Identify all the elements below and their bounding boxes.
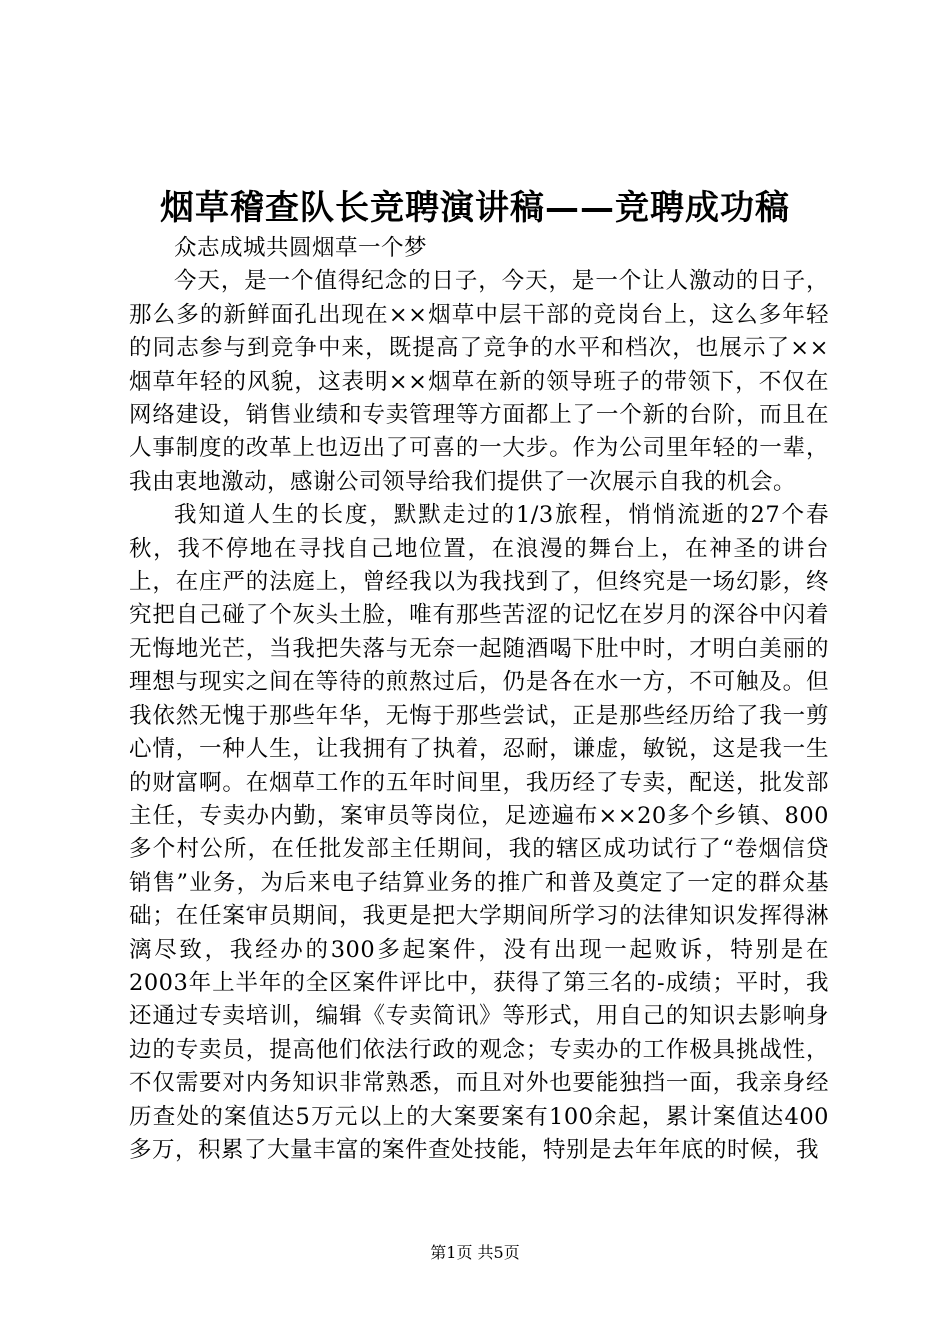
paragraph: 今天，是一个值得纪念的日子，今天，是一个让人激动的日子，那么多的新鲜面孔出现在××烟草中层干部的竞岗台上，这么多年轻的同志参与到竞争中来，既提高了竞争的水平和档次，也展示了××烟草年轻的风貌，这表明××烟草在新的领导班子的带领下，不仅在网络建设，销售业绩和专卖管理等方面都上了一个新的台阶，而且在人事制度的改革上也迈出了可喜的一大步。作为公司里年轻的一辈，我由衷地激动，感谢公司领导给我们提供了一次展示自我的机会。 xyxy=(129,268,829,495)
document-title: 烟草稽查队长竞聘演讲稿——竞聘成功稿 xyxy=(160,188,790,228)
paragraph: 我知道人生的长度，默默走过的1/3旅程，悄悄流逝的27个春秋，我不停地在寻找自己地位置，在浪漫的舞台上，在神圣的讲台上，在庄严的法庭上，曾经我以为我找到了，但终究是一场幻影，终究把自己碰了个灰头土脸，唯有那些苦涩的记忆在岁月的深谷中闪着无悔地光芒，当我把失落与无奈一起随酒喝下肚中时，才明白美丽的理想与现实之间在等待的煎熬过后，仍是各在水一方，不可触及。但我依然无愧于那些年华，无悔于那些尝试，正是那些经历给了我一剪心情，一种人生，让我拥有了执着，忍耐，谦虚，敏锐，这是我一生的财富啊。在烟草工作的五年时间里，我历经了专卖，配送，批发部主任，专卖办内勤，案审员等岗位，足迹遍布××20多个乡镇、800多个村公所，在任批发部主任期间，我的辖区成功试行了“卷烟信贷销售”业务，为后来电子结算业务的推广和普及奠定了一定的群众基础；在任案审员期间，我更是把大学期间所学习的法律知识发挥得淋漓尽致，我经办的300多起案件，没有出现一起败诉，特别是在2003年上半年的全区案件评比中，获得了第三名的-成绩；平时，我还通过专卖培训，编辑《专卖简讯》等形式，用自己的知识去影响身边的专卖员，提高他们依法行政的观念；专卖办的工作极具挑战性，不仅需要对内务知识非常熟悉，而且对外也要能独挡一面，我亲身经历查处的案值达5万元以上的大案要案有100余起，累计案值达400多万，积累了大量丰富的案件查处技能，特别是去年年底的时候，我 xyxy=(129,502,829,1163)
paragraph-subtitle: 众志成城共圆烟草一个梦 xyxy=(174,235,428,261)
document-body xyxy=(129,232,829,1167)
page-number-footer: 第1页 共5页 xyxy=(430,1243,520,1262)
